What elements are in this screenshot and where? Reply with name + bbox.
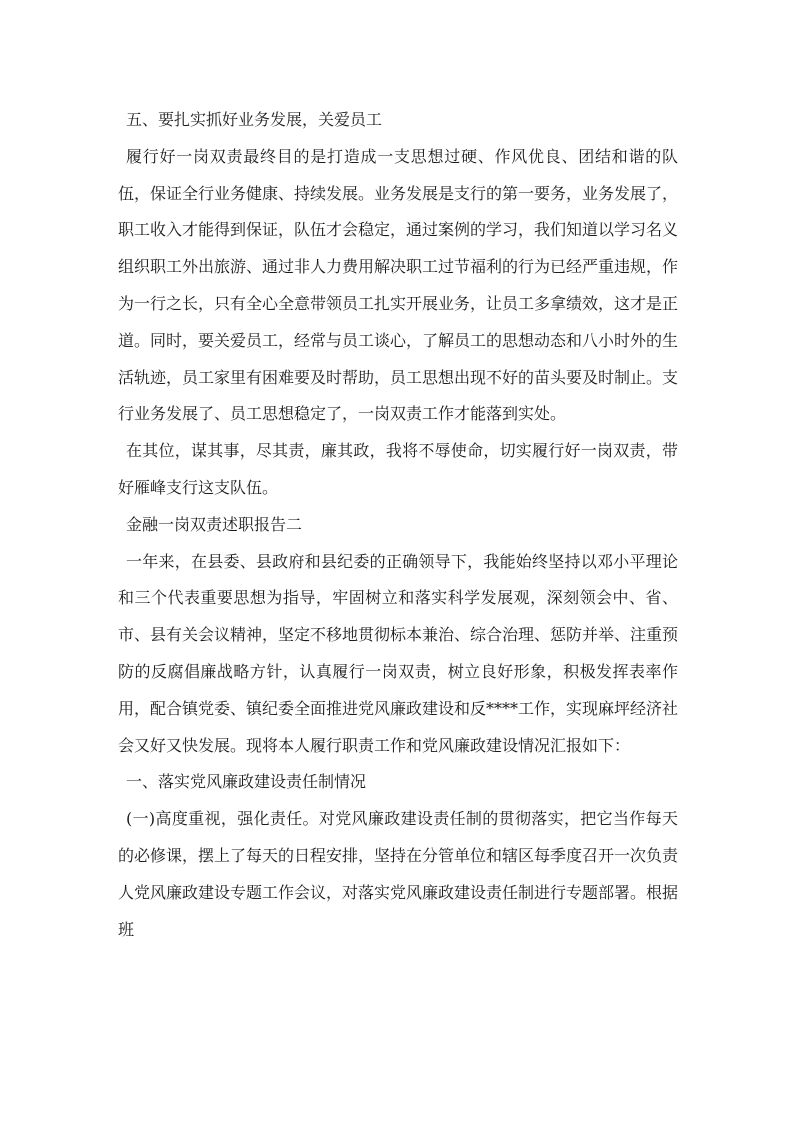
body-paragraph: 履行好一岗双责最终目的是打造成一支思想过硬、作风优良、团结和谐的队伍，保证全行业务健康、持续发展。业务发展是支行的第一要务，业务发展了，职工收入才能得到保证，队伍才会稳定，通过案例的学习，我们知道以学习名义组织职工外出旅游、通过非人力费用解决职工过节福利的行为已经严重违规，作为一行之长，只有全心全意带领员工扎实开展业务，让员工多拿绩效，这才是正道。同时，要关爱员工，经常与员工谈心，了解员工的思想动态和八小时外的生活轨迹，员工家里有困难要及时帮助，员工思想出现不好的苗头要及时制止。支行业务发展了、员工思想稳定了，一岗双责工作才能落到实处。 — [118, 146, 679, 424]
document-body — [118, 102, 678, 948]
subsection-paragraph: (一)高度重视，强化责任。对党风廉政建设责任制的贯彻落实，把它当作每天的必修课，摆上了每天的日程安排，坚持在分管单位和辖区每季度召开一次负责人党风廉政建设专题工作会议，对落实党风廉政建设责任制进行专题部署。根据班 — [118, 809, 679, 939]
section-heading-1: 一、落实党风廉政建设责任制情况 — [126, 772, 367, 792]
report-title: 金融一岗双责述职报告二 — [126, 514, 303, 534]
section-heading-5: 五、要扎实抓好业务发展，关爱员工 — [126, 110, 383, 129]
intro-paragraph: 一年来，在县委、县政府和县纪委的正确领导下，我能始终坚持以邓小平理论和三个代表重要思想为指导，牢固树立和落实科学发展观，深刻领会中、省、市、县有关会议精神，坚定不移地贯彻标本兼治、综合治理、惩防并举、注重预防的反腐倡廉战略方针，认真履行一岗双责，树立良好形象，积极发挥表率作用，配合镇党委、镇纪委全面推进党风廉政建设和反****工作，实现麻坪经济社会又好又快发展。现将本人履行职责工作和党风廉政建设情况汇报如下： — [118, 551, 679, 755]
closing-paragraph: 在其位，谋其事，尽其责，廉其政，我将不辱使命，切实履行好一岗双责，带好雁峰支行这支队伍。 — [118, 441, 678, 497]
